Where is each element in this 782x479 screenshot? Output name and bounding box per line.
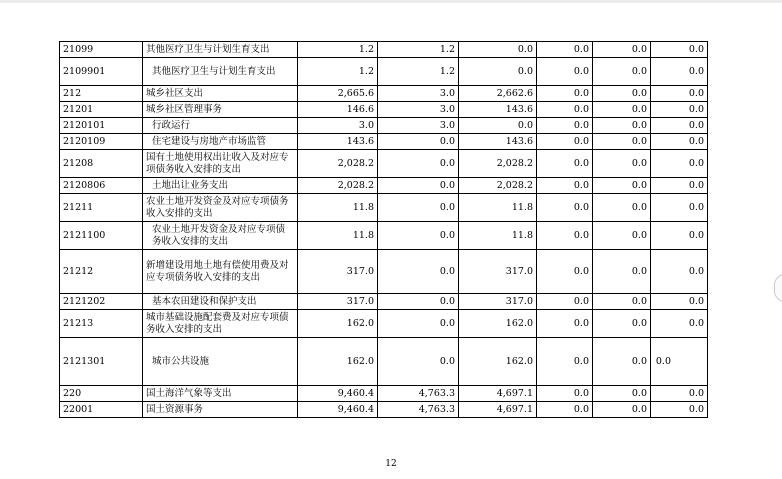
amount-cell: 9,460.4	[298, 402, 378, 418]
amount-cell: 2,662.6	[459, 86, 537, 102]
amount-cell: 0.0	[593, 250, 651, 294]
amount-cell: 0.0	[651, 194, 708, 222]
page-top-gap	[0, 0, 782, 3]
page-scroll-handle[interactable]	[774, 274, 782, 302]
subject-name-cell: 国土资源事务	[143, 402, 298, 418]
table-row	[60, 102, 708, 118]
amount-cell: 3.0	[378, 86, 459, 102]
amount-cell: 317.0	[298, 250, 378, 294]
amount-cell: 3.0	[378, 102, 459, 118]
amount-cell: 317.0	[459, 250, 537, 294]
amount-cell: 0.0	[593, 86, 651, 102]
amount-cell: 4,697.1	[459, 402, 537, 418]
amount-cell: 0.0	[378, 222, 459, 250]
amount-cell: 0.0	[537, 222, 593, 250]
amount-cell: 4,697.1	[459, 386, 537, 402]
table-row	[60, 294, 708, 310]
table-row	[60, 338, 708, 386]
table-row	[60, 402, 708, 418]
subject-name-cell: 新增建设用地土地有偿使用费及对应专项债务收入安排的支出	[143, 250, 298, 294]
amount-cell: 0.0	[593, 102, 651, 118]
subject-name-cell: 城市公共设施	[143, 338, 298, 386]
amount-cell: 0.0	[593, 58, 651, 86]
amount-cell: 0.0	[537, 310, 593, 338]
amount-cell: 0.0	[651, 134, 708, 150]
amount-cell: 0.0	[593, 222, 651, 250]
subject-code-cell: 2109901	[60, 58, 143, 86]
amount-cell: 0.0	[537, 150, 593, 178]
amount-cell: 0.0	[459, 118, 537, 134]
subject-name-cell: 农业土地开发资金及对应专项债务收入安排的支出	[143, 222, 298, 250]
amount-cell: 317.0	[459, 294, 537, 310]
amount-cell: 0.0	[651, 338, 708, 386]
amount-cell: 0.0	[378, 178, 459, 194]
table-row	[60, 386, 708, 402]
table-row	[60, 194, 708, 222]
subject-name-cell: 其他医疗卫生与计划生育支出	[143, 58, 298, 86]
amount-cell: 0.0	[593, 134, 651, 150]
subject-name-cell: 城乡社区管理事务	[143, 102, 298, 118]
amount-cell: 2,665.6	[298, 86, 378, 102]
amount-cell: 1.2	[378, 42, 459, 58]
subject-code-cell: 21208	[60, 150, 143, 178]
amount-cell: 0.0	[651, 102, 708, 118]
amount-cell: 1.2	[298, 42, 378, 58]
amount-cell: 162.0	[459, 310, 537, 338]
subject-name-cell: 住宅建设与房地产市场监管	[143, 134, 298, 150]
amount-cell: 0.0	[651, 178, 708, 194]
subject-code-cell: 2120101	[60, 118, 143, 134]
amount-cell: 0.0	[593, 294, 651, 310]
subject-code-cell: 2121301	[60, 338, 143, 386]
amount-cell: 162.0	[298, 338, 378, 386]
amount-cell: 143.6	[298, 134, 378, 150]
amount-cell: 0.0	[537, 386, 593, 402]
amount-cell: 0.0	[459, 58, 537, 86]
subject-code-cell: 220	[60, 386, 143, 402]
subject-name-cell: 农业土地开发资金及对应专项债务收入安排的支出	[143, 194, 298, 222]
subject-code-cell: 21099	[60, 42, 143, 58]
amount-cell: 0.0	[537, 86, 593, 102]
amount-cell: 162.0	[298, 310, 378, 338]
amount-cell: 0.0	[378, 250, 459, 294]
amount-cell: 0.0	[651, 42, 708, 58]
amount-cell: 2,028.2	[459, 150, 537, 178]
table-row	[60, 178, 708, 194]
amount-cell: 317.0	[298, 294, 378, 310]
amount-cell: 0.0	[651, 402, 708, 418]
amount-cell: 143.6	[459, 102, 537, 118]
amount-cell: 11.8	[459, 194, 537, 222]
subject-code-cell: 2120109	[60, 134, 143, 150]
amount-cell: 0.0	[651, 58, 708, 86]
amount-cell: 0.0	[459, 42, 537, 58]
amount-cell: 3.0	[298, 118, 378, 134]
amount-cell: 4,763.3	[378, 386, 459, 402]
subject-name-cell: 城乡社区支出	[143, 86, 298, 102]
amount-cell: 0.0	[537, 58, 593, 86]
subject-code-cell: 2120806	[60, 178, 143, 194]
table-row	[60, 86, 708, 102]
amount-cell: 0.0	[593, 402, 651, 418]
table-row	[60, 42, 708, 58]
amount-cell: 0.0	[593, 118, 651, 134]
amount-cell: 0.0	[651, 86, 708, 102]
amount-cell: 1.2	[378, 58, 459, 86]
amount-cell: 2,028.2	[298, 178, 378, 194]
amount-cell: 0.0	[593, 178, 651, 194]
amount-cell: 0.0	[537, 402, 593, 418]
subject-code-cell: 2121202	[60, 294, 143, 310]
amount-cell: 146.6	[298, 102, 378, 118]
amount-cell: 0.0	[537, 134, 593, 150]
budget-expenditure-table	[59, 41, 708, 418]
subject-code-cell: 21212	[60, 250, 143, 294]
amount-cell: 0.0	[593, 194, 651, 222]
amount-cell: 0.0	[537, 194, 593, 222]
table-row	[60, 310, 708, 338]
amount-cell: 1.2	[298, 58, 378, 86]
amount-cell: 0.0	[378, 150, 459, 178]
table-row	[60, 150, 708, 178]
subject-code-cell: 212	[60, 86, 143, 102]
amount-cell: 3.0	[378, 118, 459, 134]
subject-name-cell: 国有土地使用权出让收入及对应专项债务收入安排的支出	[143, 150, 298, 178]
amount-cell: 143.6	[459, 134, 537, 150]
amount-cell: 0.0	[537, 294, 593, 310]
amount-cell: 0.0	[537, 250, 593, 294]
subject-name-cell: 其他医疗卫生与计划生育支出	[143, 42, 298, 58]
amount-cell: 0.0	[651, 386, 708, 402]
amount-cell: 11.8	[298, 194, 378, 222]
amount-cell: 0.0	[593, 310, 651, 338]
amount-cell: 2,028.2	[298, 150, 378, 178]
table-row	[60, 250, 708, 294]
subject-name-cell: 基本农田建设和保护支出	[143, 294, 298, 310]
subject-name-cell: 土地出让业务支出	[143, 178, 298, 194]
subject-code-cell: 22001	[60, 402, 143, 418]
amount-cell: 0.0	[593, 150, 651, 178]
amount-cell: 0.0	[537, 118, 593, 134]
amount-cell: 0.0	[378, 134, 459, 150]
subject-code-cell: 2121100	[60, 222, 143, 250]
page-number: 12	[385, 459, 397, 469]
amount-cell: 0.0	[593, 338, 651, 386]
amount-cell: 11.8	[298, 222, 378, 250]
table-row	[60, 118, 708, 134]
subject-name-cell: 国土海洋气象等支出	[143, 386, 298, 402]
amount-cell: 0.0	[651, 250, 708, 294]
amount-cell: 0.0	[593, 42, 651, 58]
amount-cell: 0.0	[378, 294, 459, 310]
amount-cell: 0.0	[537, 178, 593, 194]
amount-cell: 0.0	[651, 118, 708, 134]
subject-name-cell: 城市基础设施配套费及对应专项债务收入安排的支出	[143, 310, 298, 338]
amount-cell: 0.0	[378, 194, 459, 222]
amount-cell: 0.0	[651, 294, 708, 310]
amount-cell: 0.0	[651, 310, 708, 338]
table-row	[60, 222, 708, 250]
subject-code-cell: 21211	[60, 194, 143, 222]
amount-cell: 2,028.2	[459, 178, 537, 194]
amount-cell: 0.0	[593, 386, 651, 402]
amount-cell: 11.8	[459, 222, 537, 250]
amount-cell: 0.0	[537, 338, 593, 386]
amount-cell: 9,460.4	[298, 386, 378, 402]
amount-cell: 4,763.3	[378, 402, 459, 418]
subject-code-cell: 21201	[60, 102, 143, 118]
amount-cell: 0.0	[651, 150, 708, 178]
table-row	[60, 58, 708, 86]
table-row	[60, 134, 708, 150]
amount-cell: 162.0	[459, 338, 537, 386]
amount-cell: 0.0	[378, 338, 459, 386]
amount-cell: 0.0	[378, 310, 459, 338]
subject-name-cell: 行政运行	[143, 118, 298, 134]
amount-cell: 0.0	[651, 222, 708, 250]
amount-cell: 0.0	[537, 102, 593, 118]
amount-cell: 0.0	[537, 42, 593, 58]
subject-code-cell: 21213	[60, 310, 143, 338]
